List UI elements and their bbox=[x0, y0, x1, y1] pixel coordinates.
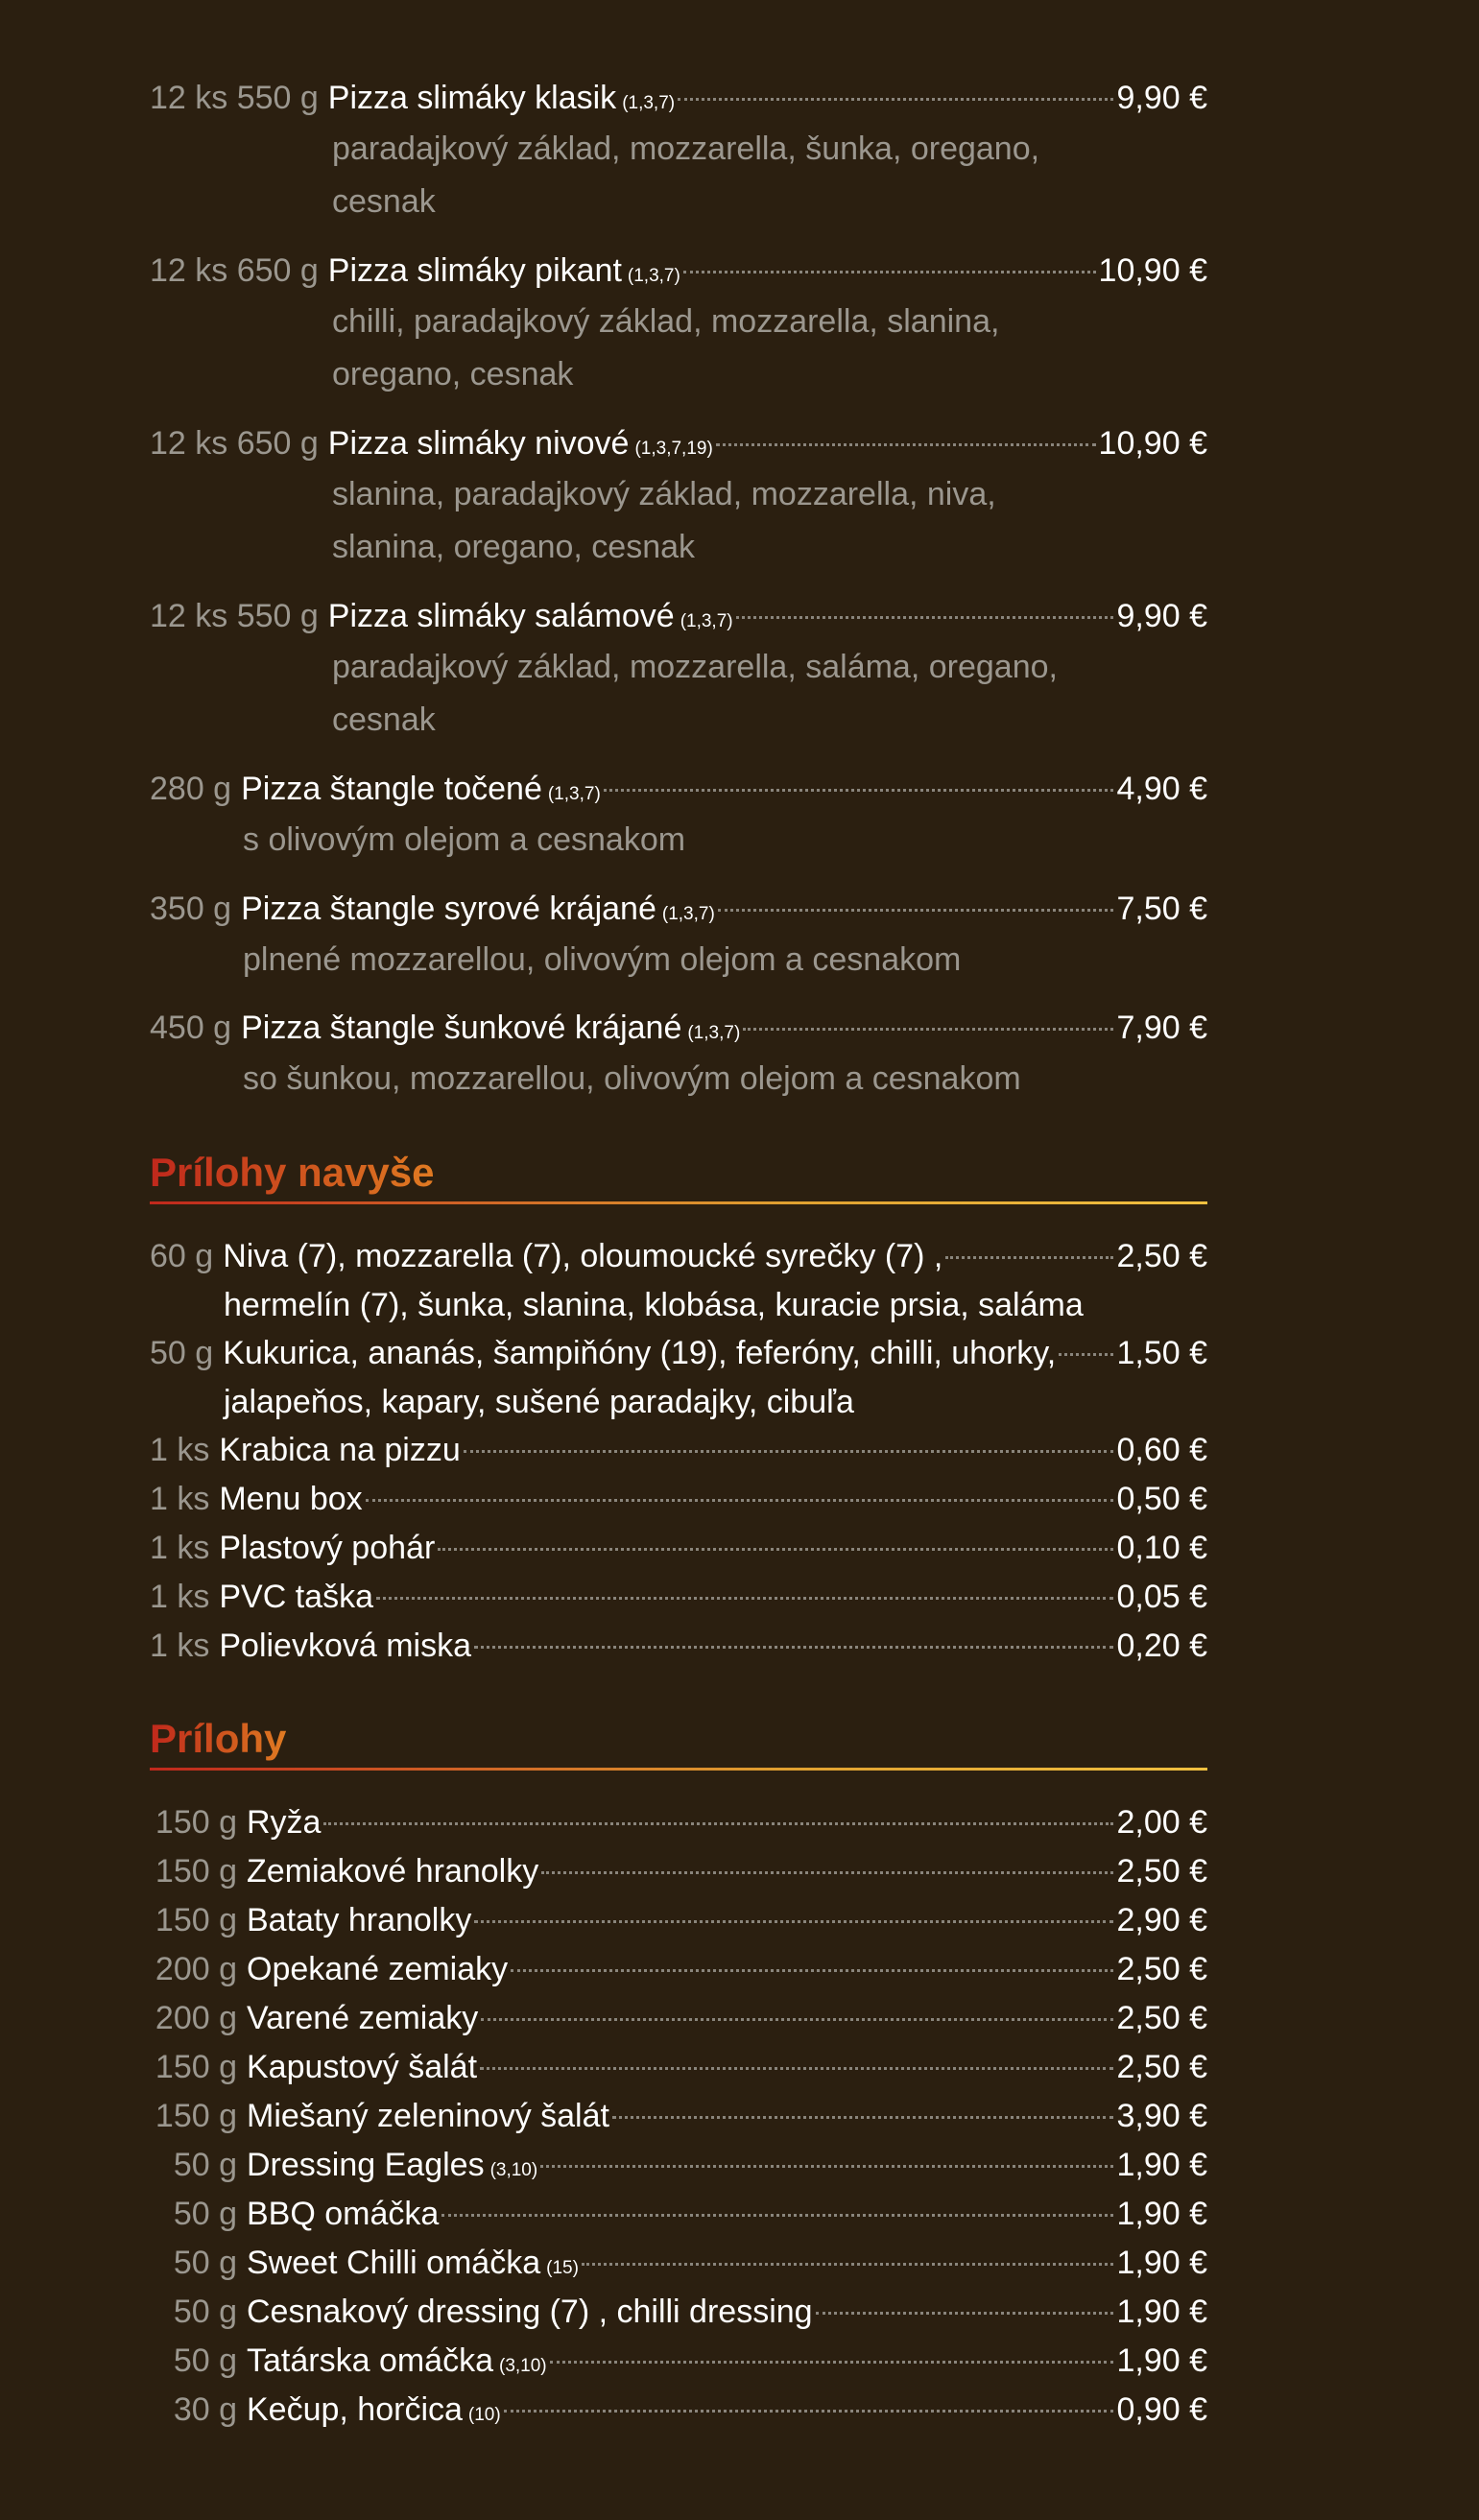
item-price: 0,20 € bbox=[1116, 1628, 1207, 1664]
item-name: Kečup, horčica (10) bbox=[247, 2391, 501, 2428]
item-name: Pizza slimáky nivové (1,3,7,19) bbox=[327, 425, 713, 462]
dot-leader bbox=[504, 2410, 1114, 2413]
item-price: 2,50 € bbox=[1116, 2000, 1207, 2036]
item-allergens: (15) bbox=[546, 2258, 579, 2278]
menu-item bbox=[150, 1622, 1207, 1671]
item-allergens: (3,10) bbox=[489, 2160, 538, 2180]
dot-leader bbox=[582, 2263, 1114, 2266]
item-quantity: 1 ks bbox=[150, 1432, 210, 1468]
menu-item bbox=[150, 1524, 1207, 1573]
item-price: 0,60 € bbox=[1116, 1432, 1207, 1468]
item-allergens: (1,3,7) bbox=[547, 784, 601, 804]
item-price: 10,90 € bbox=[1098, 252, 1207, 289]
item-name: Miešaný zeleninový šalát bbox=[247, 2098, 609, 2134]
item-price: 2,50 € bbox=[1116, 1951, 1207, 1987]
section-divider bbox=[150, 1768, 1207, 1771]
pizza-list bbox=[150, 74, 1207, 1123]
item-name: Pizza štangle točené (1,3,7) bbox=[241, 771, 601, 807]
item-quantity: 450 g bbox=[150, 1010, 232, 1046]
item-name: Kapustový šalát bbox=[247, 2049, 478, 2085]
item-quantity: 50 g bbox=[173, 2294, 237, 2330]
item-name: Pizza slimáky salámové (1,3,7) bbox=[327, 598, 733, 634]
item-quantity: 50 g bbox=[173, 2196, 237, 2232]
item-name: Pizza štangle syrové krájané (1,3,7) bbox=[241, 891, 715, 927]
menu-item bbox=[150, 885, 1207, 1004]
menu-item bbox=[150, 2043, 1207, 2092]
menu-item bbox=[150, 1994, 1207, 2043]
dot-leader bbox=[678, 98, 1113, 101]
item-quantity: 200 g bbox=[155, 1951, 237, 1987]
menu-item bbox=[150, 2239, 1207, 2288]
item-quantity: 60 g bbox=[150, 1238, 214, 1274]
item-quantity: 50 g bbox=[173, 2147, 237, 2183]
item-name-continued: jalapeňos, kapary, sušené paradajky, cibuľa bbox=[224, 1384, 854, 1420]
item-name-continued: hermelín (7), šunka, slanina, klobása, kuracie prsia, saláma bbox=[224, 1287, 1084, 1323]
item-price: 9,90 € bbox=[1116, 80, 1207, 116]
item-quantity: 1 ks bbox=[150, 1628, 210, 1664]
dot-leader bbox=[323, 1822, 1113, 1825]
menu-item bbox=[150, 1798, 1207, 1847]
item-quantity: 150 g bbox=[155, 2049, 237, 2085]
item-quantity: 50 g bbox=[150, 1335, 214, 1371]
dot-leader bbox=[474, 1646, 1113, 1649]
item-price: 2,90 € bbox=[1116, 1902, 1207, 1938]
dot-leader bbox=[683, 271, 1096, 273]
dot-leader bbox=[816, 2312, 1114, 2315]
item-price: 1,90 € bbox=[1116, 2294, 1207, 2330]
item-quantity: 1 ks bbox=[150, 1579, 210, 1615]
section-divider bbox=[150, 1201, 1207, 1204]
item-name: Pizza slimáky klasik (1,3,7) bbox=[327, 80, 676, 116]
item-price: 0,10 € bbox=[1116, 1530, 1207, 1566]
item-name: Kukurica, ananás, šampiňóny (19), feferóny, chilli, uhorky, bbox=[223, 1335, 1057, 1371]
section-title: Prílohy navyše bbox=[150, 1146, 434, 1200]
dot-leader bbox=[945, 1256, 1113, 1259]
menu-item bbox=[150, 1426, 1207, 1475]
dot-leader bbox=[1059, 1353, 1113, 1356]
menu-item bbox=[150, 592, 1207, 765]
item-name: Krabica na pizzu bbox=[219, 1432, 461, 1468]
menu-item bbox=[150, 1475, 1207, 1524]
item-quantity: 200 g bbox=[155, 2000, 237, 2036]
menu-item bbox=[150, 1896, 1207, 1945]
item-quantity: 12 ks 650 g bbox=[150, 252, 319, 289]
item-allergens: (1,3,7) bbox=[627, 266, 680, 286]
dot-leader bbox=[612, 2116, 1114, 2119]
item-price: 0,05 € bbox=[1116, 1579, 1207, 1615]
dot-leader bbox=[438, 1548, 1113, 1551]
item-name: Cesnakový dressing (7) , chilli dressing bbox=[247, 2294, 813, 2330]
item-quantity: 350 g bbox=[150, 891, 232, 927]
item-quantity: 280 g bbox=[150, 771, 232, 807]
section-heading-extras bbox=[150, 1146, 1207, 1204]
dot-leader bbox=[481, 2018, 1113, 2021]
item-price: 3,90 € bbox=[1116, 2098, 1207, 2134]
topping-group bbox=[150, 1329, 1207, 1426]
dot-leader bbox=[604, 789, 1114, 792]
item-description: paradajkový základ, mozzarella, šunka, oregano, cesnak bbox=[332, 131, 1040, 220]
item-quantity: 12 ks 550 g bbox=[150, 80, 319, 116]
extras-list bbox=[150, 1232, 1207, 1671]
menu-item bbox=[150, 765, 1207, 885]
item-allergens: (1,3,7) bbox=[687, 1023, 741, 1043]
item-price: 1,50 € bbox=[1116, 1335, 1207, 1371]
item-description: slanina, paradajkový základ, mozzarella, niva, slanina, oregano, cesnak bbox=[332, 476, 996, 565]
item-name: Bataty hranolky bbox=[247, 1902, 472, 1938]
item-allergens: (10) bbox=[467, 2405, 501, 2425]
item-price: 10,90 € bbox=[1098, 425, 1207, 462]
item-price: 2,50 € bbox=[1116, 2049, 1207, 2085]
menu-item bbox=[150, 1945, 1207, 1994]
menu-item bbox=[150, 2386, 1207, 2435]
item-allergens: (1,3,7,19) bbox=[634, 439, 713, 459]
dot-leader bbox=[376, 1597, 1113, 1600]
sides-list bbox=[150, 1798, 1207, 2435]
menu-item bbox=[150, 1573, 1207, 1622]
item-price: 0,90 € bbox=[1116, 2391, 1207, 2428]
menu-item bbox=[150, 1847, 1207, 1896]
menu-item bbox=[150, 2092, 1207, 2141]
item-name: BBQ omáčka bbox=[247, 2196, 440, 2232]
item-name: Tatárska omáčka (3,10) bbox=[247, 2342, 547, 2379]
dot-leader bbox=[474, 1920, 1113, 1923]
item-quantity: 50 g bbox=[173, 2245, 237, 2281]
item-name: Menu box bbox=[219, 1481, 363, 1517]
item-name: Niva (7), mozzarella (7), oloumoucké syrečky (7) , bbox=[223, 1238, 943, 1274]
item-quantity: 150 g bbox=[155, 1804, 237, 1841]
dot-leader bbox=[540, 2165, 1113, 2168]
item-quantity: 150 g bbox=[155, 1902, 237, 1938]
item-quantity: 1 ks bbox=[150, 1481, 210, 1517]
dot-leader bbox=[511, 1969, 1113, 1972]
item-price: 2,50 € bbox=[1116, 1238, 1207, 1274]
dot-leader bbox=[366, 1499, 1114, 1502]
item-quantity: 50 g bbox=[173, 2342, 237, 2379]
item-price: 2,00 € bbox=[1116, 1804, 1207, 1841]
dot-leader bbox=[736, 616, 1114, 619]
item-allergens: (3,10) bbox=[499, 2356, 547, 2376]
item-price: 7,90 € bbox=[1116, 1010, 1207, 1046]
item-name: Varené zemiaky bbox=[247, 2000, 479, 2036]
section-heading-sides bbox=[150, 1712, 1207, 1771]
menu-item bbox=[150, 2337, 1207, 2386]
item-description: so šunkou, mozzarellou, olivovým olejom a cesnakom bbox=[243, 1060, 1021, 1097]
item-allergens: (1,3,7) bbox=[622, 93, 676, 113]
item-name: Sweet Chilli omáčka (15) bbox=[247, 2245, 579, 2281]
item-quantity: 30 g bbox=[173, 2391, 237, 2428]
dot-leader bbox=[441, 2214, 1113, 2217]
dot-leader bbox=[480, 2067, 1113, 2070]
dot-leader bbox=[718, 909, 1114, 912]
menu-item bbox=[150, 247, 1207, 419]
item-allergens: (1,3,7) bbox=[661, 904, 715, 924]
item-quantity: 1 ks bbox=[150, 1530, 210, 1566]
item-quantity: 150 g bbox=[155, 2098, 237, 2134]
item-description: chilli, paradajkový základ, mozzarella, slanina, oregano, cesnak bbox=[332, 303, 1000, 392]
item-name: Plastový pohár bbox=[219, 1530, 436, 1566]
item-name: Ryža bbox=[247, 1804, 322, 1841]
dot-leader bbox=[743, 1028, 1113, 1031]
item-description: plnené mozzarellou, olivovým olejom a cesnakom bbox=[243, 941, 962, 978]
menu-item bbox=[150, 2190, 1207, 2239]
item-quantity: 12 ks 650 g bbox=[150, 425, 319, 462]
item-price: 1,90 € bbox=[1116, 2342, 1207, 2379]
item-price: 0,50 € bbox=[1116, 1481, 1207, 1517]
dot-leader bbox=[464, 1450, 1114, 1453]
item-name: PVC taška bbox=[219, 1579, 373, 1615]
item-name: Pizza slimáky pikant (1,3,7) bbox=[327, 252, 680, 289]
item-price: 4,90 € bbox=[1116, 771, 1207, 807]
item-quantity: 12 ks 550 g bbox=[150, 598, 319, 634]
item-name: Dressing Eagles (3,10) bbox=[247, 2147, 538, 2183]
menu-item bbox=[150, 419, 1207, 592]
item-name: Opekané zemiaky bbox=[247, 1951, 509, 1987]
item-name: Polievková miska bbox=[219, 1628, 472, 1664]
topping-group bbox=[150, 1232, 1207, 1329]
menu-item bbox=[150, 2141, 1207, 2190]
item-name: Pizza štangle šunkové krájané (1,3,7) bbox=[241, 1010, 741, 1046]
dot-leader bbox=[550, 2361, 1114, 2364]
dot-leader bbox=[541, 1871, 1113, 1874]
item-name: Zemiakové hranolky bbox=[247, 1853, 539, 1890]
menu-item bbox=[150, 74, 1207, 247]
menu-item bbox=[150, 1004, 1207, 1123]
item-price: 1,90 € bbox=[1116, 2196, 1207, 2232]
item-description: s olivovým olejom a cesnakom bbox=[243, 821, 686, 858]
menu-item bbox=[150, 2288, 1207, 2337]
item-price: 2,50 € bbox=[1116, 1853, 1207, 1890]
item-price: 7,50 € bbox=[1116, 891, 1207, 927]
dot-leader bbox=[716, 443, 1096, 446]
item-price: 1,90 € bbox=[1116, 2147, 1207, 2183]
item-price: 9,90 € bbox=[1116, 598, 1207, 634]
item-quantity: 150 g bbox=[155, 1853, 237, 1890]
item-price: 1,90 € bbox=[1116, 2245, 1207, 2281]
section-title: Prílohy bbox=[150, 1712, 286, 1766]
item-description: paradajkový základ, mozzarella, saláma, oregano, cesnak bbox=[332, 649, 1058, 738]
item-allergens: (1,3,7) bbox=[680, 611, 733, 631]
